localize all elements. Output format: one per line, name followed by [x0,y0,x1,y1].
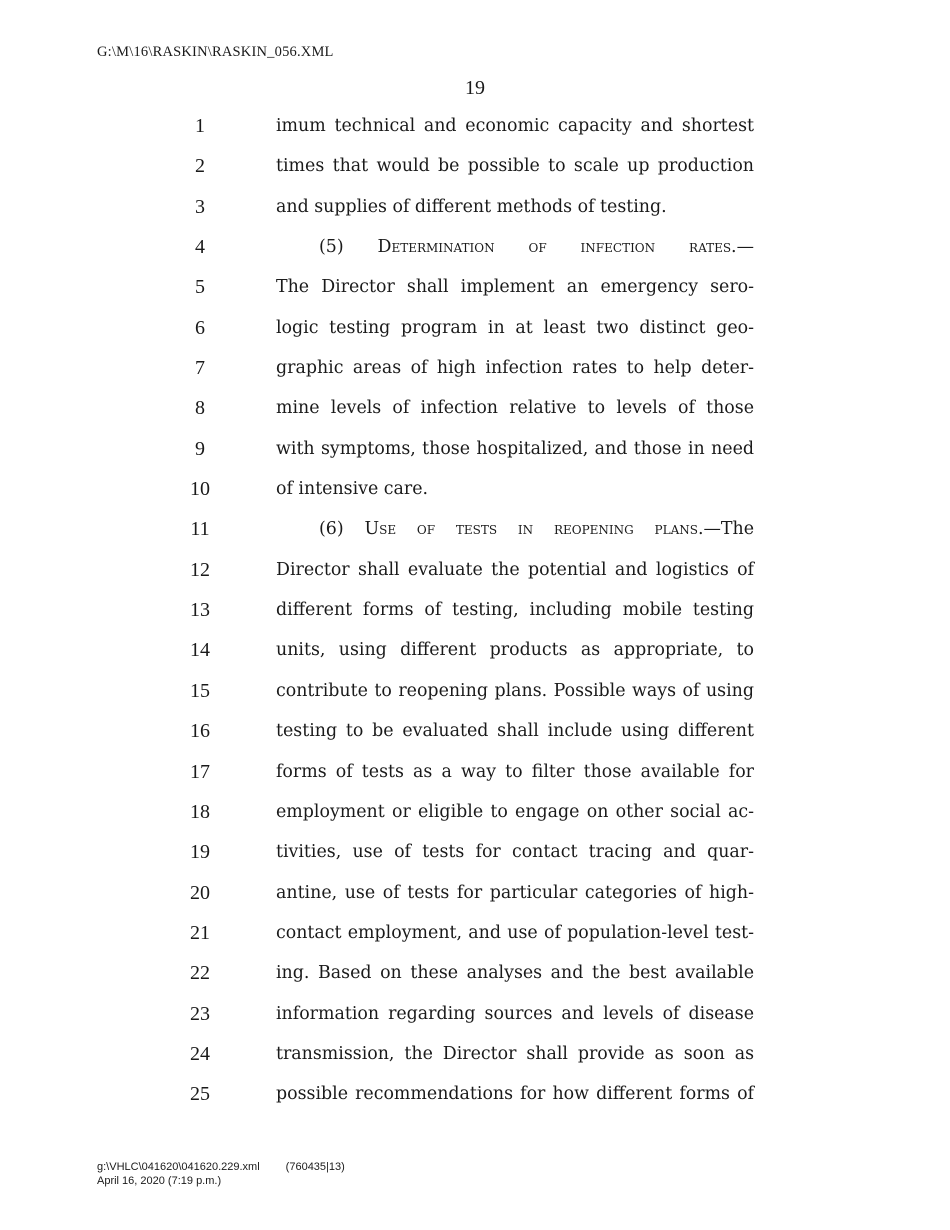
text-line [0,509,950,549]
line-number: 5 [195,276,205,299]
line-number: 8 [195,397,205,420]
text-line [0,308,950,348]
line-text: with symptoms, those hospitalized, and those in need [276,438,754,459]
line-text: testing to be evaluated shall include using different [276,721,754,742]
text-line [0,429,950,469]
line-number: 14 [190,639,210,662]
line-text: graphic areas of high infection rates to help deter- [276,358,754,379]
line-number: 22 [190,962,210,985]
line-text: employment or eligible to engage on other social ac- [276,801,754,822]
text-line [0,267,950,307]
line-number: 25 [190,1083,210,1106]
footer-file-line [97,1160,345,1174]
line-number: 21 [190,921,210,944]
text-line [0,792,950,832]
line-text: transmission, the Director shall provide as soon as [276,1043,754,1064]
section-heading: Determination of infection rates. [377,237,737,258]
text-line [0,227,950,267]
line-text: different forms of testing, including mobile testing [276,600,754,621]
line-text: information regarding sources and levels of disease [276,1003,754,1024]
text-line [0,106,950,146]
line-number: 20 [190,881,210,904]
section-heading-line [319,509,754,549]
text-line [0,550,950,590]
line-text: logic testing program in at least two distinct geo- [276,317,754,338]
line-text: ing. Based on these analyses and the best available [276,963,754,984]
line-number: 4 [195,236,205,259]
heading-dash: —The [703,519,754,540]
line-number: 1 [195,115,205,137]
line-number: 19 [190,841,210,864]
line-number: 11 [190,518,210,541]
line-number: 24 [190,1042,210,1065]
footer-date: April 16, 2020 (7:19 p.m.) [97,1175,222,1187]
paragraph-number: (5) [319,237,378,258]
line-text: of intensive care. [276,479,429,500]
text-line [0,913,950,953]
footer-file-path: g:\VHLC\041620\041620.229.xml [97,1161,260,1173]
line-text: mine levels of infection relative to levels of those [276,398,754,419]
line-text: possible recommendations for how different forms of [276,1084,754,1105]
line-text: units, using different products as appropriate, to [276,640,754,661]
text-line [0,994,950,1034]
line-text: and supplies of different methods of testing. [276,196,667,217]
line-text: Director shall evaluate the potential and logistics of [276,559,754,580]
line-text: imum technical and economic capacity and shortest [276,116,754,136]
text-line [0,873,950,913]
line-text: The Director shall implement an emergency sero- [276,277,754,298]
section-heading-line [319,227,754,267]
section-heading: Use of tests in reopening plans. [364,519,704,540]
text-line [0,590,950,630]
line-text: forms of tests as a way to filter those available for [276,761,754,782]
line-number: 3 [195,195,205,218]
text-line [0,1034,950,1074]
line-number: 17 [190,760,210,783]
line-number: 7 [195,357,205,380]
document-path: G:\M\16\RASKIN\RASKIN_056.XML [97,44,334,60]
line-number: 18 [190,800,210,823]
line-number: 23 [190,1002,210,1025]
text-line [0,711,950,751]
text-line [0,752,950,792]
line-text: times that would be possible to scale up production [276,156,754,177]
line-text: contact employment, and use of population-level test- [276,922,754,943]
text-line [0,953,950,993]
text-line [0,630,950,670]
line-number: 12 [190,558,210,581]
text-line [0,1074,950,1114]
paragraph-number: (6) [319,519,365,540]
line-number: 6 [195,316,205,339]
line-text: tivities, use of tests for contact tracing and quar- [276,842,754,863]
line-number: 10 [190,478,210,501]
text-line [0,832,950,872]
line-number: 15 [190,679,210,702]
line-text: antine, use of tests for particular categories of high- [276,882,754,903]
text-line [0,146,950,186]
line-number: 2 [195,155,205,178]
text-line [0,388,950,428]
line-text: contribute to reopening plans. Possible ways of using [276,680,754,701]
text-line [0,469,950,509]
line-number: 9 [195,437,205,460]
text-line [0,348,950,388]
line-number: 13 [190,599,210,622]
text-line [0,671,950,711]
line-number: 16 [190,720,210,743]
footer-code: (760435|13) [285,1161,345,1173]
bill-text [0,106,950,1115]
heading-dash: — [736,237,754,258]
page-number: 19 [465,77,485,99]
document-footer [97,1160,345,1188]
text-line [0,187,950,227]
